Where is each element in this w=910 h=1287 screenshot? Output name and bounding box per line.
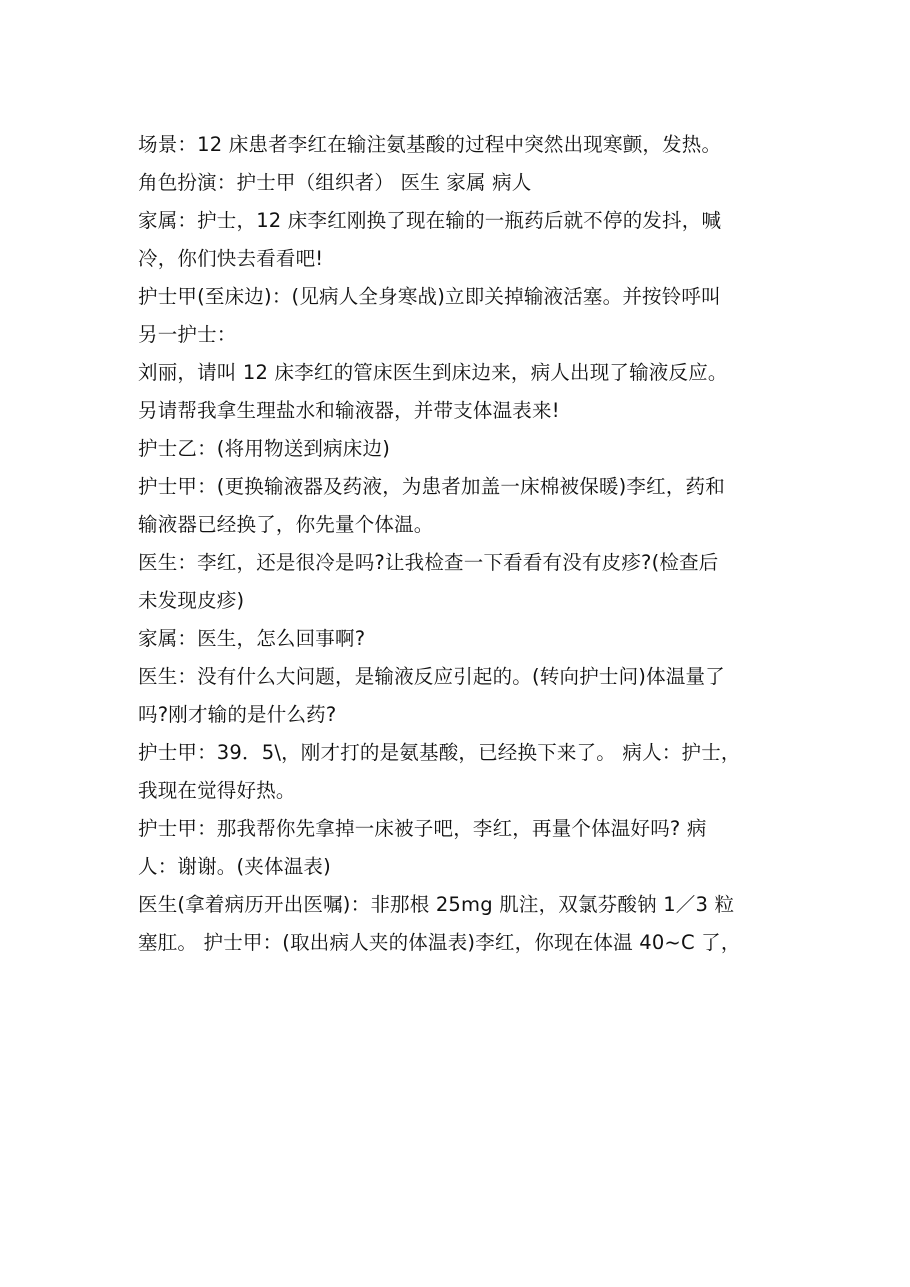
text-line: 未发现皮疹) (138, 589, 245, 612)
text-line: 护士乙：(将用物送到病床边) (138, 437, 391, 460)
text-line: 护士甲(至床边)：(见病人全身寒战)立即关掉输液活塞。并按铃呼叫 (138, 285, 721, 308)
text-line: 冷，你们快去看看吧! (138, 247, 324, 270)
text-line: 刘丽，请叫 12 床李红的管床医生到床边来，病人出现了输液反应。 (138, 361, 728, 384)
text-line: 我现在觉得好热。 (138, 779, 296, 802)
text-line: 护士甲：39．5\，刚才打的是氨基酸，已经换下来了。 病人：护士， (138, 741, 741, 764)
text-line: 家属：医生，怎么回事啊? (138, 627, 366, 650)
text-line: 家属：护士，12 床李红刚换了现在输的一瓶药后就不停的发抖，喊 (138, 209, 722, 232)
text-line: 护士甲：(更换输液器及药液，为患者加盖一床棉被保暖)李红，药和 (138, 475, 725, 498)
text-line: 另一护士： (138, 323, 237, 346)
text-line: 医生：李红，还是很冷是吗?让我检查一下看看有没有皮疹?(检查后 (138, 551, 719, 574)
text-line: 塞肛。 护士甲：(取出病人夹的体温表)李红，你现在体温 40~C 了， (138, 931, 741, 954)
text-line: 输液器已经换了，你先量个体温。 (138, 513, 434, 536)
text-line: 人：谢谢。(夹体温表) (138, 855, 331, 878)
text-line: 医生：没有什么大问题，是输液反应引起的。(转向护士问)体温量了 (138, 665, 725, 688)
text-line: 场景：12 床患者李红在输注氨基酸的过程中突然出现寒颤，发热。 (138, 133, 722, 156)
text-line: 医生(拿着病历开出医嘱)：非那根 25mg 肌注，双氯芬酸钠 1／3 粒 (138, 893, 735, 916)
text-line: 另请帮我拿生理盐水和输液器，并带支体温表来! (138, 399, 560, 422)
text-line: 角色扮演：护士甲（组织者） 医生 家属 病人 (138, 171, 532, 194)
text-line: 吗?刚才输的是什么药? (138, 703, 337, 726)
text-line: 护士甲：那我帮你先拿掉一床被子吧，李红，再量个体温好吗? 病 (138, 817, 707, 840)
document-body (138, 126, 788, 962)
